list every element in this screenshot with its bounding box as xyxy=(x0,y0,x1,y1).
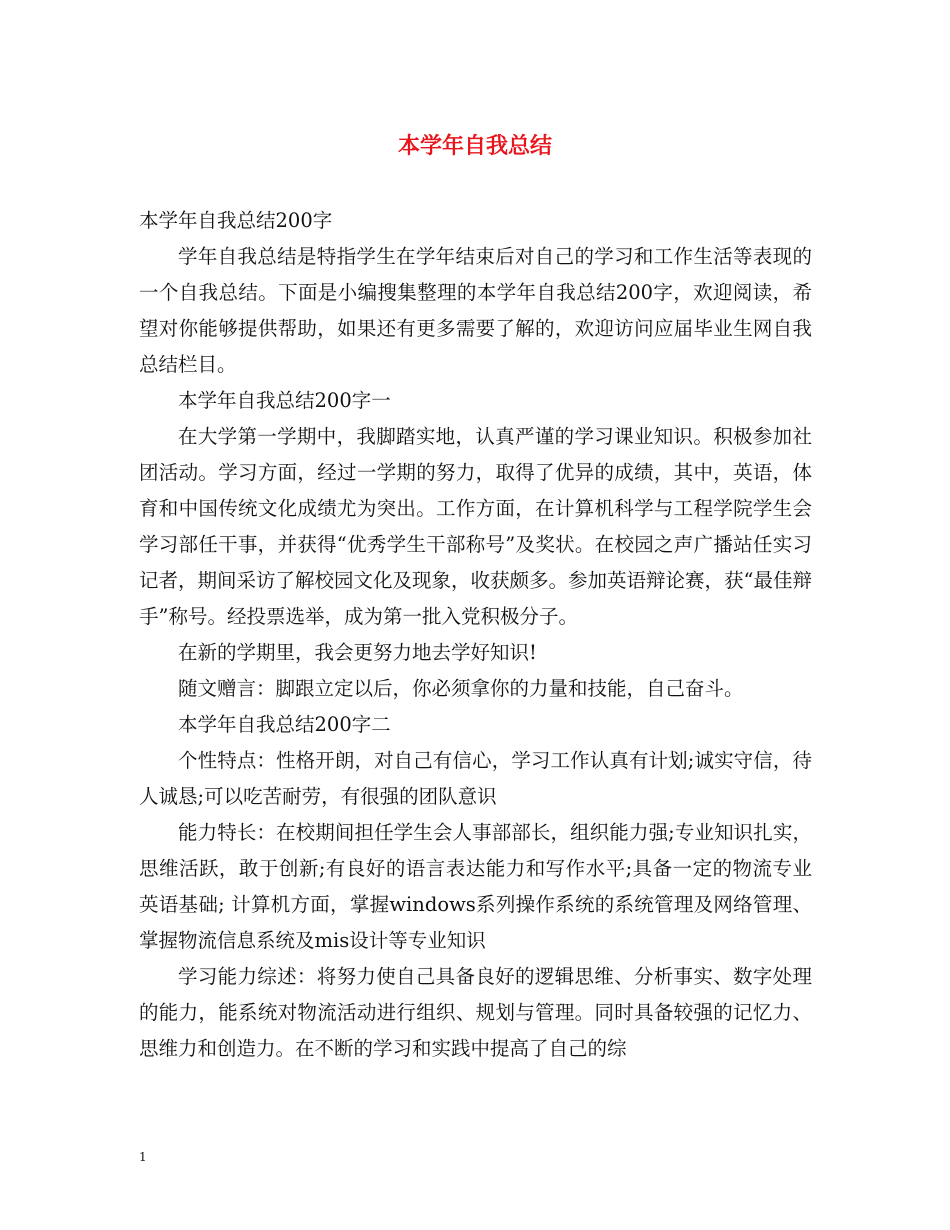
paragraph-personality: 个性特点：性格开朗，对自己有信心，学习工作认真有计划;诚实守信，待人诚恳;可以吃苦耐劳，有很强的团队意识 xyxy=(139,749,812,808)
paragraph-intro: 学年自我总结是特指学生在学年结束后对自己的学习和工作生活等表现的一个自我总结。下面是小编搜集整理的本学年自我总结200字，欢迎阅读，希望对你能够提供帮助，如果还有更多需要了解的，欢迎访问应届毕业生网自我总结栏目。 xyxy=(139,245,812,376)
paragraph-learning: 学习能力综述：将努力使自己具备良好的逻辑思维、分析事实、数字处理的能力，能系统对物流活动进行组织、规划与管理。同时具备较强的记忆力、思维力和创造力。在不断的学习和实践中提高了自己的综 xyxy=(139,965,812,1060)
paragraph-new-semester: 在新的学期里，我会更努力地去学好知识! xyxy=(178,641,537,664)
section-heading-one: 本学年自我总结200字一 xyxy=(178,389,391,412)
section-heading-two: 本学年自我总结200字二 xyxy=(178,713,391,736)
paragraph-heading: 本学年自我总结200字 xyxy=(139,209,333,232)
page-number: 1 xyxy=(139,1150,147,1164)
paragraph-abilities: 能力特长：在校期间担任学生会人事部部长，组织能力强;专业知识扎实，思维活跃，敢于创新;有良好的语言表达能力和写作水平;具备一定的物流专业英语基础; 计算机方面，掌握windows系列操作系统的系统管理及网络管理、掌握物流信息系统及mis设计等专业知识 xyxy=(139,821,812,952)
document-body xyxy=(139,203,812,1067)
document-title: 本学年自我总结 xyxy=(397,133,552,159)
paragraph-quote: 随文赠言：脚跟立定以后，你必须拿你的力量和技能，自己奋斗。 xyxy=(178,677,744,700)
paragraph-first-semester: 在大学第一学期中，我脚踏实地，认真严谨的学习课业知识。积极参加社团活动。学习方面，经过一学期的努力，取得了优异的成绩，其中，英语，体育和中国传统文化成绩尤为突出。工作方面，在计算机科学与工程学院学生会学习部任干事，并获得“优秀学生干部称号”及奖状。在校园之声广播站任实习记者，期间采访了解校园文化及现象，收获颇多。参加英语辩论赛，获“最佳辩手”称号。经投票选举，成为第一批入党积极分子。 xyxy=(139,425,812,628)
